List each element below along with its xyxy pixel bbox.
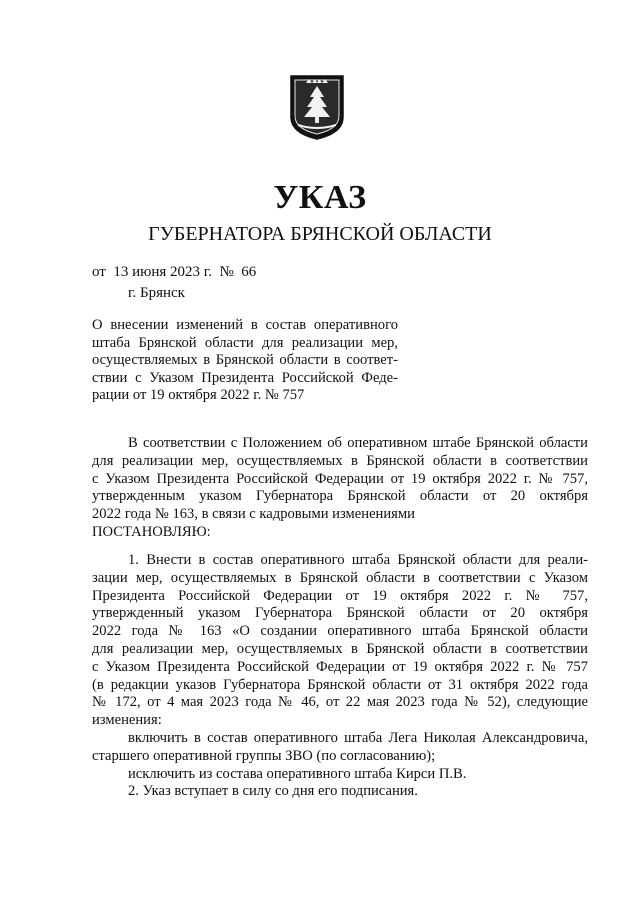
clause-line: № 172, от 4 мая 2023 года № 46, от 22 мая 2023 года № 52), следующие [92, 694, 588, 711]
clause-line: включить в состав оперативного штаба Лега Николая Александровича, [128, 729, 588, 746]
clause-line: старшего оперативной группы ЗВО (по согласованию); [92, 747, 436, 764]
clause-line: исключить из состава оперативного штаба Кирси П.В. [128, 765, 467, 782]
clause-line: 2. Указ вступает в силу со дня его подписания. [128, 783, 418, 800]
clause-line: (в редакции указов Губернатора Брянской области от 31 октября 2022 года [92, 676, 588, 693]
clause-line: изменения: [92, 712, 162, 729]
preamble-paragraph [92, 435, 588, 542]
preamble-line: 2022 года № 163, в связи с кадровыми изменениями [92, 506, 415, 523]
preamble-line: В соответствии с Положением об оперативном штабе Брянской области [128, 435, 588, 451]
preamble-line: для реализации мер, осуществляемых в Брянской области в соответствии [92, 452, 588, 469]
issuer-title: ГУБЕРНАТОРА БРЯНСКОЙ ОБЛАСТИ [148, 223, 492, 245]
city: г. Брянск [128, 285, 185, 301]
decree-subject [92, 317, 398, 405]
resolution-word: ПОСТАНОВЛЯЮ: [92, 523, 211, 540]
clause-line: 1. Внести в состав оперативного штаба Брянской области для реали- [128, 552, 588, 568]
clause-line: Президента Российской Федерации от 19 октября 2022 г. № 757, [92, 587, 588, 604]
clause-list [92, 552, 588, 801]
clause-line: для реализации мер, осуществляемых в Брянской области в соответствии [92, 640, 588, 657]
clause-line: зации мер, осуществляемых в Брянской области в соответствии с Указом [92, 569, 588, 586]
coat-of-arms-icon [288, 73, 346, 141]
subject-line: О внесении изменений в состав оперативного [92, 317, 398, 333]
subject-line: ствии с Указом Президента Российской Феде- [92, 369, 398, 386]
clause-line: утвержденный указом Губернатора Брянской области от 20 октября [92, 605, 588, 622]
document-type-title: УКАЗ [273, 179, 367, 216]
date-and-number: от 13 июня 2023 г. № 66 [92, 264, 257, 280]
subject-line: рации от 19 октября 2022 г. № 757 [92, 387, 305, 404]
clause-line: с Указом Президента Российской Федерации от 19 октября 2022 г. № 757 [92, 658, 588, 675]
preamble-line: утвержденным указом Губернатора Брянской области от 20 октября [92, 488, 588, 505]
subject-line: осуществляемых в Брянской области в соответ- [92, 352, 398, 369]
subject-line: штаба Брянской области для реализации мер, [92, 334, 398, 351]
preamble-line: с Указом Президента Российской Федерации от 19 октября 2022 г. № 757, [92, 470, 588, 487]
clause-line: 2022 года № 163 «О создании оперативного штаба Брянской области [92, 623, 588, 640]
